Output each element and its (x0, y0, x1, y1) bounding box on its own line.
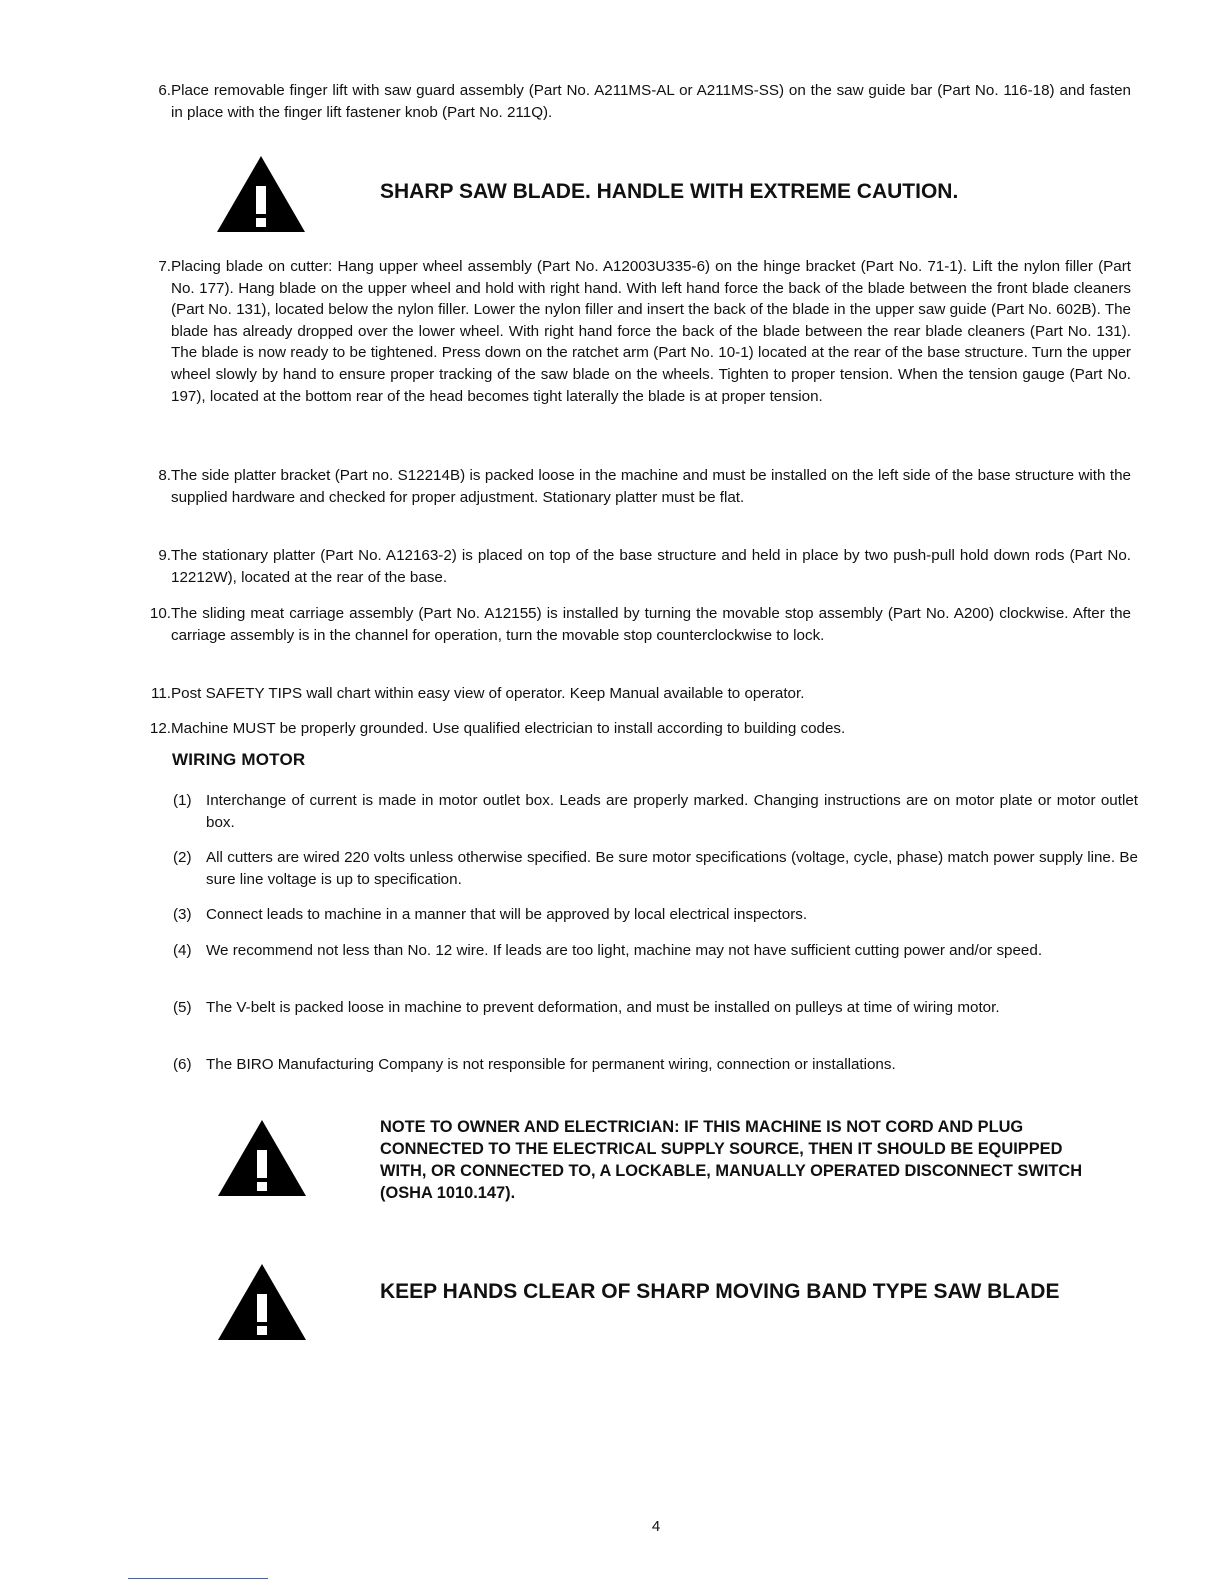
item-number: (1) (173, 792, 192, 809)
instruction-item (131, 683, 1131, 705)
warning-keep-hands-clear: KEEP HANDS CLEAR OF SHARP MOVING BAND TYPE SAW BLADE (380, 1280, 1060, 1303)
item-text: Post SAFETY TIPS wall chart within easy view of operator. Keep Manual available to operator. (171, 685, 805, 702)
item-number: (4) (173, 942, 192, 959)
instruction-item (131, 718, 1131, 740)
section-heading-wiring: WIRING MOTOR (172, 750, 306, 769)
item-number: (5) (173, 999, 192, 1016)
item-text: Machine MUST be properly grounded. Use qualified electrician to install according to building codes. (171, 720, 846, 737)
item-number: 8. (158, 467, 171, 484)
item-text: The V-belt is packed loose in machine to prevent deformation, and must be installed on pulleys at time of wiring motor. (206, 999, 1000, 1016)
instruction-item (131, 465, 1131, 508)
item-number: 7. (158, 258, 171, 275)
instruction-item (131, 603, 1131, 646)
item-number: 6. (158, 82, 171, 99)
wiring-item (170, 997, 1138, 1019)
item-number: (3) (173, 906, 192, 923)
instruction-item (131, 545, 1131, 588)
item-number: 12. (149, 720, 171, 737)
wiring-item (170, 904, 1138, 926)
instruction-item (131, 80, 1131, 123)
item-text: Interchange of current is made in motor outlet box. Leads are properly marked. Changing instructions are on motor plate or motor outlet box. (206, 792, 1138, 831)
footer-rule (128, 1578, 268, 1579)
warning-sharp-blade: SHARP SAW BLADE. HANDLE WITH EXTREME CAUTION. (380, 180, 959, 203)
wiring-item (170, 940, 1138, 962)
item-number: 10. (149, 605, 171, 622)
wiring-item (170, 1054, 1138, 1076)
item-text: Place removable finger lift with saw guard assembly (Part No. A211MS-AL or A211MS-SS) on the saw guide bar (Part No. 116-18) and fasten in place with the finger lift fastener knob (Part No. 211Q). (171, 82, 1131, 121)
warning-triangle-icon (215, 154, 307, 234)
item-number: 11. (151, 685, 171, 702)
item-text: We recommend not less than No. 12 wire. If leads are too light, machine may not have sufficient cutting power and/or speed. (206, 942, 1043, 959)
item-number: (6) (173, 1056, 192, 1073)
item-text: Connect leads to machine in a manner that will be approved by local electrical inspectors. (206, 906, 808, 923)
item-text: The sliding meat carriage assembly (Part No. A12155) is installed by turning the movable stop assembly (Part No. A200) clockwise. After the carriage assembly is in the channel for operation, turn the movable stop counterclockwise to lock. (171, 605, 1131, 644)
item-number: (2) (173, 849, 192, 866)
item-text: All cutters are wired 220 volts unless otherwise specified. Be sure motor specifications (voltage, cycle, phase) match power supply line. Be sure line voltage is up to specification. (206, 849, 1138, 888)
item-text: The BIRO Manufacturing Company is not responsible for permanent wiring, connection or installations. (206, 1056, 896, 1073)
warning-triangle-icon (216, 1262, 308, 1342)
page-number: 4 (651, 1518, 661, 1535)
item-text: The stationary platter (Part No. A12163-2) is placed on top of the base structure and held in place by two push-pull hold down rods (Part No. 12212W), located at the rear of the base. (171, 547, 1131, 586)
item-number: 9. (158, 547, 171, 564)
wiring-item (170, 790, 1138, 833)
warning-triangle-icon (216, 1118, 308, 1198)
item-text: The side platter bracket (Part no. S12214B) is packed loose in the machine and must be installed on the left side of the base structure with the supplied hardware and checked for proper adjustment. Stationary platter must be flat. (171, 467, 1131, 506)
instruction-item (131, 256, 1131, 407)
item-text: Placing blade on cutter: Hang upper wheel assembly (Part No. A12003U335-6) on the hinge bracket (Part No. 71-1). Lift the nylon filler (Part No. 177). Hang blade on the upper wheel and hold with right hand. With left hand force the back of the blade between the front blade cleaners (Part No. 131), located below the nylon filler. Lower the nylon filler and insert the back of the blade in the upper saw guide (Part No. 602B). The blade has already dropped over the lower wheel. With right hand force the back of the blade between the rear blade cleaners (Part No. 131). The blade is now ready to be tightened. Press down on the ratchet arm (Part No. 10-1) located at the rear of the base structure. Turn the upper wheel slowly by hand to ensure proper tracking of the saw blade on the wheels. Tighten to proper tension. When the tension gauge (Part No. 197), located at the bottom rear of the head becomes tight laterally the blade is at proper tension. (171, 258, 1131, 405)
warning-disconnect-switch: NOTE TO OWNER AND ELECTRICIAN: IF THIS MACHINE IS NOT CORD AND PLUG CONNECTED TO THE ELECTRICAL SUPPLY SOURCE, THEN IT SHOULD BE EQUIPPED WITH, OR CONNECTED TO, A LOCKABLE, MANUALLY OPERATED DISCONNECT SWITCH (OSHA 1010.147). (380, 1118, 1083, 1202)
wiring-item (170, 847, 1138, 890)
